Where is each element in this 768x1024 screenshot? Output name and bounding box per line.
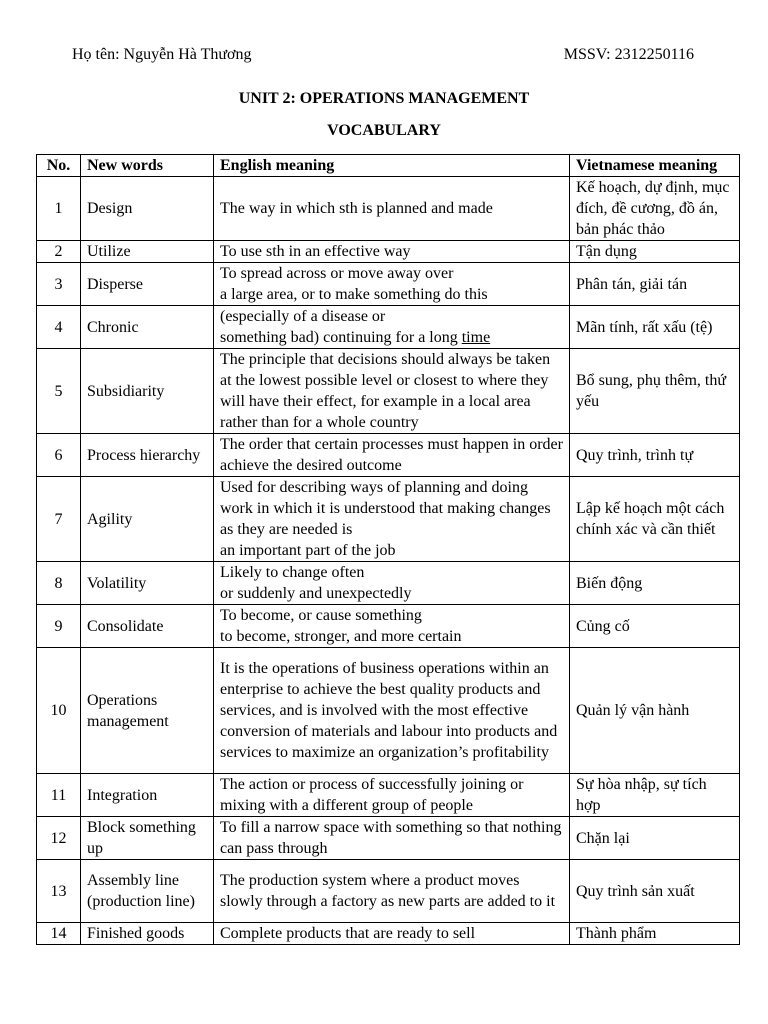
english-meaning: To become, or cause something to become, stronger, and more certain <box>214 605 570 648</box>
column-header-no: No. <box>37 155 81 177</box>
section-title: VOCABULARY <box>327 122 441 139</box>
row-number: 7 <box>37 477 81 562</box>
new-word: Finished goods <box>81 923 214 945</box>
new-word: Volatility <box>81 562 214 605</box>
new-word: Block something up <box>81 817 214 860</box>
row-number: 12 <box>37 817 81 860</box>
english-meaning: The principle that decisions should always be taken at the lowest possible level or closest to where they will have their effect, for example in a local area rather than for a whole country <box>214 349 570 434</box>
table-row <box>37 562 740 605</box>
vietnamese-meaning: Sự hòa nhập, sự tích hợp <box>570 774 740 817</box>
row-number: 9 <box>37 605 81 648</box>
vietnamese-meaning: Thành phẩm <box>570 923 740 945</box>
new-word: Assembly line (production line) <box>81 860 214 923</box>
english-meaning: The way in which sth is planned and made <box>214 177 570 241</box>
table-row <box>37 306 740 349</box>
row-number: 5 <box>37 349 81 434</box>
student-id: MSSV: 2312250116 <box>563 46 694 63</box>
english-meaning: The action or process of successfully joining or mixing with a different group of people <box>214 774 570 817</box>
english-meaning <box>214 306 570 349</box>
vietnamese-meaning: Phân tán, giải tán <box>570 263 740 306</box>
vietnamese-meaning: Lập kế hoạch một cách chính xác và cần thiết <box>570 477 740 562</box>
row-number: 4 <box>37 306 81 349</box>
english-meaning: It is the operations of business operations within an enterprise to achieve the best quality products and services, and is involved with the most effective conversion of materials and labour into products and services to maximize an organization’s profitability <box>214 648 570 774</box>
vietnamese-meaning: Chặn lại <box>570 817 740 860</box>
new-word: Integration <box>81 774 214 817</box>
new-word: Disperse <box>81 263 214 306</box>
vietnamese-meaning: Bổ sung, phụ thêm, thứ yếu <box>570 349 740 434</box>
english-meaning: The production system where a product moves slowly through a factory as new parts are added to it <box>214 860 570 923</box>
english-meaning-text: (especially of a disease or something bad) continuing for a long <box>220 308 462 346</box>
table-row <box>37 477 740 562</box>
vietnamese-meaning: Quản lý vận hành <box>570 648 740 774</box>
column-header-vietnamese-meaning: Vietnamese meaning <box>570 155 740 177</box>
row-number: 6 <box>37 434 81 477</box>
table-row <box>37 263 740 306</box>
vietnamese-meaning: Tận dụng <box>570 241 740 263</box>
row-number: 3 <box>37 263 81 306</box>
new-word: Chronic <box>81 306 214 349</box>
row-number: 10 <box>37 648 81 774</box>
row-number: 11 <box>37 774 81 817</box>
vocabulary-table <box>36 154 740 945</box>
table-row <box>37 349 740 434</box>
table-row <box>37 774 740 817</box>
row-number: 8 <box>37 562 81 605</box>
new-word: Process hierarchy <box>81 434 214 477</box>
table-row <box>37 648 740 774</box>
vietnamese-meaning: Quy trình, trình tự <box>570 434 740 477</box>
vietnamese-meaning: Biến động <box>570 562 740 605</box>
new-word: Consolidate <box>81 605 214 648</box>
table-row <box>37 817 740 860</box>
new-word: Design <box>81 177 214 241</box>
english-meaning: Complete products that are ready to sell <box>214 923 570 945</box>
table-row <box>37 605 740 648</box>
table-header-row <box>37 155 740 177</box>
vietnamese-meaning: Mãn tính, rất xấu (tệ) <box>570 306 740 349</box>
new-word: Utilize <box>81 241 214 263</box>
underlined-word: time <box>461 329 491 346</box>
row-number: 1 <box>37 177 81 241</box>
english-meaning: Likely to change often or suddenly and unexpectedly <box>214 562 570 605</box>
column-header-english-meaning: English meaning <box>214 155 570 177</box>
english-meaning: To spread across or move away over a large area, or to make something do this <box>214 263 570 306</box>
table-row <box>37 241 740 263</box>
english-meaning: To fill a narrow space with something so that nothing can pass through <box>214 817 570 860</box>
new-word: Agility <box>81 477 214 562</box>
row-number: 13 <box>37 860 81 923</box>
english-meaning: To use sth in an effective way <box>214 241 570 263</box>
column-header-new-words: New words <box>81 155 214 177</box>
new-word: Subsidiarity <box>81 349 214 434</box>
vietnamese-meaning: Kế hoạch, dự định, mục đích, đề cương, đồ án, bản phác thảo <box>570 177 740 241</box>
vietnamese-meaning: Củng cố <box>570 605 740 648</box>
english-meaning: Used for describing ways of planning and doing work in which it is understood that making changes as they are needed is an important part of the job <box>214 477 570 562</box>
new-word: Operations management <box>81 648 214 774</box>
english-meaning: The order that certain processes must happen in order achieve the desired outcome <box>214 434 570 477</box>
table-row <box>37 177 740 241</box>
table-row <box>37 923 740 945</box>
document-header <box>72 46 694 64</box>
table-row <box>37 434 740 477</box>
row-number: 14 <box>37 923 81 945</box>
vietnamese-meaning: Quy trình sản xuất <box>570 860 740 923</box>
unit-title: UNIT 2: OPERATIONS MANAGEMENT <box>238 90 530 107</box>
student-name: Họ tên: Nguyễn Hà Thương <box>72 46 252 63</box>
table-row <box>37 860 740 923</box>
row-number: 2 <box>37 241 81 263</box>
